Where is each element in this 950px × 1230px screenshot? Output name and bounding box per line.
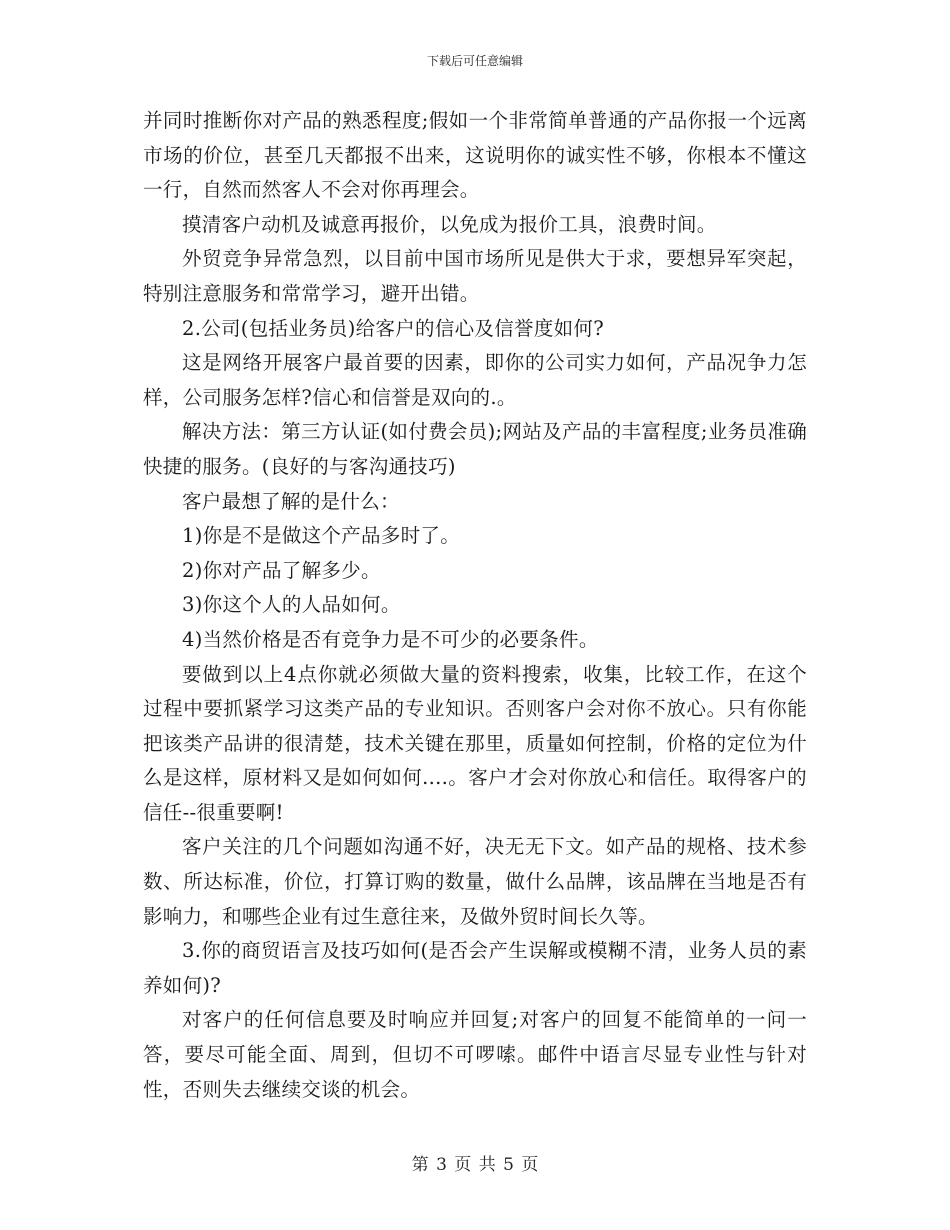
list-item: 1)你是不是做这个产品多时了。 (182, 524, 461, 548)
document-body (143, 104, 807, 1107)
section-heading: 2.公司(包括业务员)给客户的信心及信誉度如何? (182, 316, 604, 340)
paragraph: 摸清客户动机及诚意再报价，以免成为报价工具，浪费时间。 (182, 212, 717, 236)
paragraph: 并同时推断你对产品的熟悉程度;假如一个非常简单普通的产品你报一个远离市场的价位，甚至几天都报不出来，这说明你的诚实性不够，你根本不懂这一行，自然而然客人不会对你再理会。 (143, 109, 807, 202)
list-item: 2)你对产品了解多少。 (182, 558, 381, 582)
paragraph: 解决方法：第三方认证(如付费会员);网站及产品的丰富程度;业务员准确快捷的服务。(良好的与客沟通技巧) (143, 420, 807, 478)
page-footer: 第 3 页 共 5 页 (411, 1155, 539, 1175)
paragraph: 对客户的任何信息要及时响应并回复;对客户的回复不能简单的一问一答，要尽可能全面、周到，但切不可啰嗦。邮件中语言尽显专业性与针对性，否则失去继续交谈的机会。 (143, 1008, 807, 1101)
list-item: 3)你这个人的人品如何。 (182, 593, 401, 617)
paragraph: 外贸竞争异常急烈，以目前中国市场所见是供大于求，要想异军突起，特别注意服务和常常学习，避开出错。 (143, 247, 807, 305)
list-item: 4)当然价格是否有竞争力是不可少的必要条件。 (182, 627, 599, 651)
page-header: 下载后可任意编辑 (426, 54, 523, 68)
section-heading: 3.你的商贸语言及技巧如何(是否会产生误解或模糊不清，业务人员的素养如何)? (143, 939, 807, 997)
paragraph: 要做到以上4点你就必须做大量的资料搜索，收集，比较工作，在这个过程中要抓紧学习这类产品的专业知识。否则客户会对你不放心。只有你能把该类产品讲的很清楚，技术关键在那里，质量如何控制，价格的定位为什么是这样，原材料又是如何如何....。客户才会对你放心和信任。取得客户的信任--很重要啊! (143, 662, 807, 824)
paragraph: 客户关注的几个问题如沟通不好，决无无下文。如产品的规格、技术参数、所达标准，价位，打算订购的数量，做什么品牌，该品牌在当地是否有影响力，和哪些企业有过生意往来，及做外贸时间长久等。 (143, 835, 807, 928)
paragraph: 客户最想了解的是什么： (182, 489, 400, 513)
paragraph: 这是网络开展客户最首要的因素，即你的公司实力如何，产品况争力怎样，公司服务怎样?信心和信誉是双向的.。 (143, 351, 807, 409)
